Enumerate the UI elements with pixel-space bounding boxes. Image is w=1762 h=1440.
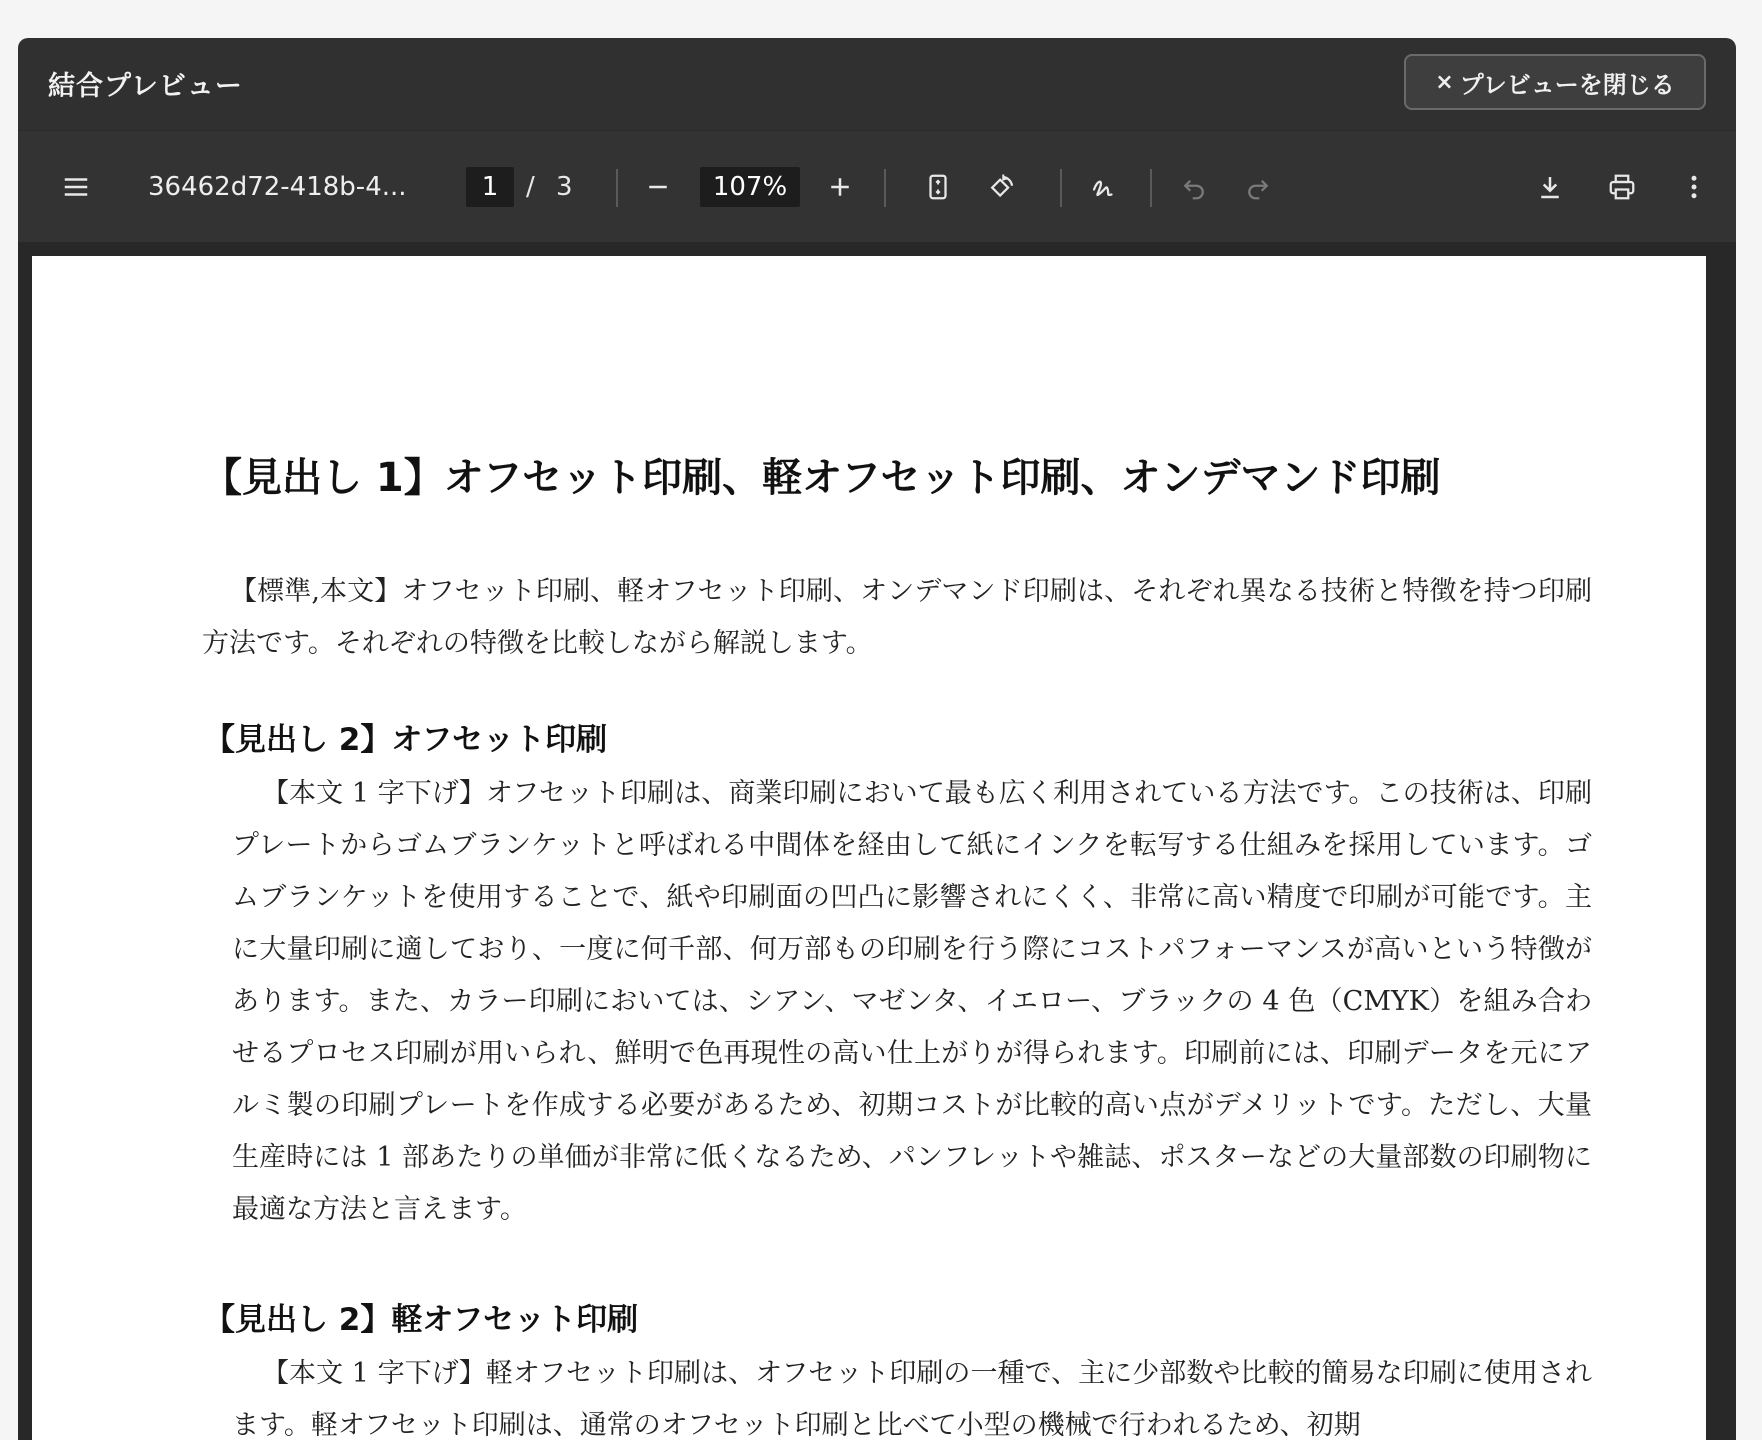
pdf-toolbar [18, 130, 1736, 243]
document-viewer[interactable] [18, 242, 1736, 1440]
window-title: 結合プレビュー [48, 71, 243, 102]
file-name: 36462d72-418b-4... [148, 172, 407, 202]
plus-icon[interactable] [818, 131, 862, 243]
offset-paragraph: 【本文 1 字下げ】オフセット印刷は、商業印刷において最も広く利用されている方法です。この技術は、印刷プレートからゴムブランケットと呼ばれる中間体を経由して紙にインクを転写する仕組みを採用しています。ゴムブランケットを使用することで、紙や印刷面の凹凸に影響されにくく、非常に高い精度で印刷が可能です。主に大量印刷に適しており、一度に何千部、何万部もの印刷を行う際にコストパフォーマンスが高いという特徴があります。また、カラー印刷においては、シアン、マゼンタ、イエロー、ブラックの 4 色（CMYK）を組み合わせるプロセス印刷が用いられ、鮮明で色再現性の高い仕上がりが得られます。印刷前には、印刷データを元にアルミ製の印刷プレートを作成する必要があるため、初期コストが比較的高い点がデメリットです。ただし、大量生産時には 1 部あたりの単価が非常に低くなるため、パンフレットや雑誌、ポスターなどの大量部数の印刷物に最適な方法と言えます。 [232, 778, 1592, 1225]
pdf-page [32, 256, 1706, 1440]
minus-icon[interactable] [636, 131, 680, 243]
hamburger-menu-icon[interactable] [54, 131, 98, 243]
close-preview-button[interactable] [1404, 54, 1706, 110]
heading-2-light-offset: 【見出し 2】軽オフセット印刷 [204, 1302, 639, 1338]
toolbar-divider [1150, 169, 1152, 207]
download-icon[interactable] [1528, 131, 1572, 243]
close-icon: × [1435, 69, 1454, 95]
title-bar [18, 38, 1736, 130]
rotate-icon[interactable] [980, 131, 1024, 243]
undo-icon[interactable] [1172, 131, 1216, 243]
print-icon[interactable] [1600, 131, 1644, 243]
heading-2-offset: 【見出し 2】オフセット印刷 [204, 722, 608, 758]
page-number-input[interactable]: 1 [466, 167, 514, 207]
more-vertical-icon[interactable] [1672, 131, 1716, 243]
redo-icon[interactable] [1236, 131, 1280, 243]
page-separator: / [526, 172, 535, 202]
zoom-level-input[interactable]: 107% [700, 167, 800, 207]
preview-window [18, 38, 1736, 1440]
light-offset-paragraph: 【本文 1 字下げ】軽オフセット印刷は、オフセット印刷の一種で、主に少部数や比較的簡易な印刷に使用されます。軽オフセット印刷は、通常のオフセット印刷と比べて小型の機械で行われるため、初期 [232, 1358, 1592, 1440]
fit-page-icon[interactable] [916, 131, 960, 243]
heading-1: 【見出し 1】オフセット印刷、軽オフセット印刷、オンデマンド印刷 [202, 455, 1441, 501]
draw-icon[interactable] [1082, 131, 1126, 243]
close-preview-label: プレビューを閉じる [1459, 70, 1675, 99]
total-pages: 3 [556, 172, 573, 202]
toolbar-divider [884, 169, 886, 207]
intro-paragraph: 【標準,本文】オフセット印刷、軽オフセット印刷、オンデマンド印刷は、それぞれ異なる技術と特徴を持つ印刷方法です。それぞれの特徴を比較しながら解説します。 [202, 576, 1592, 659]
toolbar-divider [616, 169, 618, 207]
toolbar-divider [1060, 169, 1062, 207]
